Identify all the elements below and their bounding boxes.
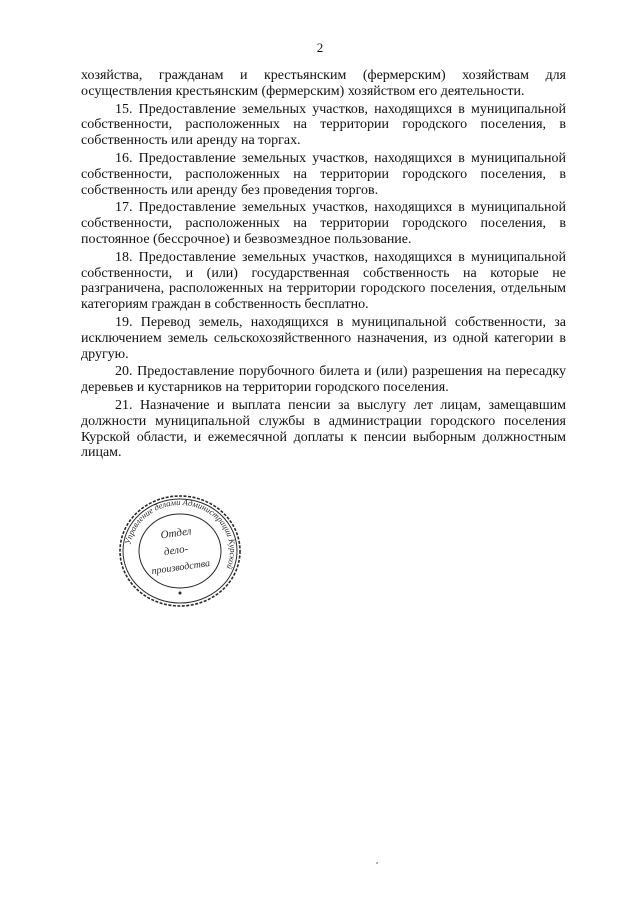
document-body	[81, 68, 566, 463]
stamp-ring-text: Управление делами Администрации Курской	[122, 496, 239, 571]
office-stamp	[117, 492, 243, 610]
page-number: 2	[316, 40, 324, 55]
paragraph-item-18: 18. Предоставление земельных участков, находящихся в муниципальной собственности, и (или) государственная собственность на которые не разграничена, расположенных на территории городского поселения, отдельным категориям граждан в собственность бесплатно.	[81, 249, 566, 313]
stamp-center-line2: дело-	[163, 542, 190, 559]
stamp-dot	[179, 592, 182, 595]
paragraph-item-20: 20. Предоставление порубочного билета и (или) разрешения на пересадку деревьев и кустарников на территории городского поселения.	[81, 364, 566, 396]
paragraph-item-15: 15. Предоставление земельных участков, находящихся в муниципальной собственности, расположенных на территории городского поселения, в собственность или аренду на торгах.	[81, 101, 566, 149]
paragraph-item-21: 21. Назначение и выплата пенсии за выслугу лет лицам, замещавшим должности муниципальной службы в администрации городского поселения Курской области, и ежемесячной доплаты к пенсии выборным должностным лицам.	[81, 397, 566, 461]
scan-speck	[376, 862, 378, 864]
stamp-center-line1: Отдел	[159, 525, 193, 542]
paragraph-item-16: 16. Предоставление земельных участков, находящихся в муниципальной собственности, расположенных на территории городского поселения, в собственность или аренду без проведения торгов.	[81, 150, 566, 198]
paragraph-item-19: 19. Перевод земель, находящихся в муниципальной собственности, за исключением земель сельскохозяйственного назначения, из одной категории в другую.	[81, 314, 566, 362]
stamp-center-line3: производства	[150, 557, 211, 578]
paragraph-item-17: 17. Предоставление земельных участков, находящихся в муниципальной собственности, расположенных на территории городского поселения, в постоянное (бессрочное) и безвозмездное пользование.	[81, 200, 566, 247]
paragraph-continuation: хозяйства, гражданам и крестьянским (фермерским) хозяйствам для осуществления крестьянским (фермерским) хозяйством его деятельности.	[81, 68, 566, 99]
